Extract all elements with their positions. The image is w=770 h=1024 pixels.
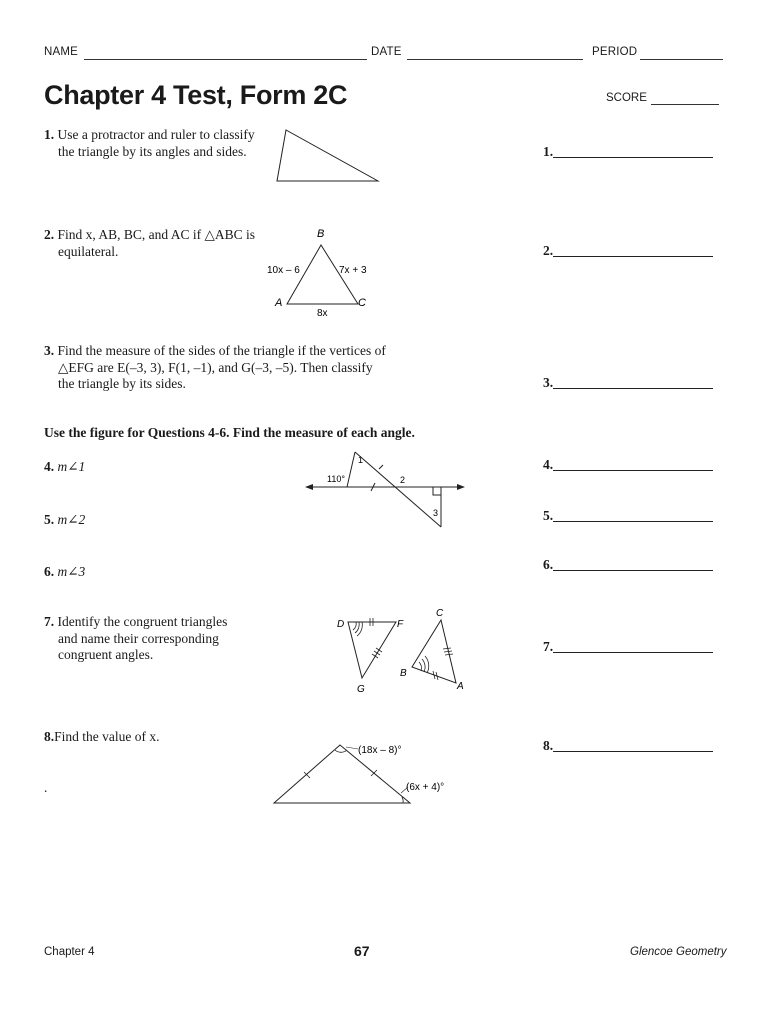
answer-line-5[interactable] — [553, 521, 713, 522]
side-ac-label: 8x — [317, 308, 328, 319]
answer-label-2: 2. — [543, 243, 554, 258]
period-line[interactable] — [640, 59, 723, 60]
answer-label-4: 4. — [543, 457, 554, 472]
vertex-c-label: C — [358, 297, 366, 309]
question-text: Use a protractor and ruler to classify — [57, 127, 255, 142]
triangle-hypotenuse — [355, 452, 441, 527]
vertex-b-label: B — [317, 228, 325, 240]
answer-line-7[interactable] — [553, 652, 713, 653]
question-3 — [44, 343, 386, 393]
congruence-tick — [376, 648, 382, 652]
question-number: 8. — [44, 729, 55, 744]
leader-line — [346, 747, 358, 749]
arrow-left — [305, 484, 313, 490]
side-bc-label: 7x + 3 — [339, 265, 367, 276]
q7-figure — [330, 602, 480, 698]
right-angle-label: (6x + 4)° — [406, 782, 445, 793]
question-text: Find the measure of the sides of the triangle if the vertices of — [57, 343, 386, 358]
answer-label-3: 3. — [543, 375, 554, 390]
congruence-tick — [304, 772, 310, 778]
footer-book: Glencoe Geometry — [630, 946, 727, 958]
question-number: 6. — [44, 564, 55, 579]
angle-arc — [425, 656, 429, 673]
angle-arc — [353, 622, 356, 630]
question-number: 1. — [44, 127, 55, 142]
question-text: the triangle by its sides. — [58, 376, 186, 391]
q2-triangle-figure — [260, 222, 380, 322]
question-text: m∠1 — [57, 459, 86, 474]
question-text: equilateral. — [58, 243, 119, 259]
q4-6-figure — [305, 445, 475, 535]
date-line[interactable] — [407, 59, 583, 60]
question-8 — [44, 729, 159, 746]
question-number: 7. — [44, 614, 55, 629]
question-number: 2. — [44, 227, 55, 242]
stray-period: . — [44, 780, 48, 795]
section-heading: Use the figure for Questions 4-6. Find the measure of each angle. — [44, 425, 415, 440]
score-line[interactable] — [651, 104, 719, 105]
angle-arc — [402, 797, 403, 803]
side-ab-label: 10x – 6 — [267, 265, 300, 276]
question-text: △EFG are E(–3, 3), F(1, –1), and G(–3, –5). Then classify — [58, 359, 373, 375]
vertex-c-label: C — [436, 608, 444, 619]
vertex-f-label: F — [397, 619, 404, 630]
q1-triangle-figure — [270, 125, 385, 187]
name-line[interactable] — [84, 59, 367, 60]
footer-chapter: Chapter 4 — [44, 946, 95, 958]
vertex-a-label: A — [275, 297, 283, 309]
triangle-left-side — [347, 452, 355, 487]
top-angle-label: (18x – 8)° — [358, 745, 402, 756]
question-text: and name their corresponding — [58, 630, 219, 646]
congruence-tick — [444, 651, 452, 652]
answer-line-1[interactable] — [553, 157, 713, 158]
question-2 — [44, 227, 255, 260]
date-label: DATE — [371, 46, 402, 58]
q8-figure — [268, 735, 458, 810]
answer-line-8[interactable] — [553, 751, 713, 752]
score-label: SCORE — [606, 92, 647, 104]
question-1 — [44, 127, 255, 160]
angle-2-label: 2 — [400, 475, 406, 485]
name-label: NAME — [44, 46, 79, 58]
angle-110-label: 110° — [327, 474, 345, 484]
question-7 — [44, 614, 227, 664]
answer-line-3[interactable] — [553, 388, 713, 389]
congruence-tick — [443, 648, 451, 649]
angle-arc — [335, 750, 347, 752]
q1-triangle — [277, 130, 378, 181]
answer-label-1: 1. — [543, 144, 554, 159]
vertex-b-label: B — [400, 668, 407, 679]
vertex-a-label: A — [457, 681, 464, 692]
angle-arc — [422, 659, 425, 672]
question-text: Find x, AB, BC, and AC if △ABC is — [57, 227, 256, 242]
answer-label-6: 6. — [543, 557, 554, 572]
answer-label-8: 8. — [543, 738, 554, 753]
question-text: the triangle by its angles and sides. — [58, 143, 247, 159]
vertex-d-label: D — [337, 619, 345, 630]
answer-line-2[interactable] — [553, 256, 713, 257]
question-number: 5. — [44, 512, 55, 527]
triangle-dfg — [348, 622, 396, 678]
vertex-g-label: G — [357, 684, 365, 695]
question-5 — [44, 512, 85, 529]
period-label: PERIOD — [592, 46, 638, 58]
congruence-tick — [374, 651, 380, 655]
question-text: m∠3 — [57, 564, 86, 579]
question-text: Find the value of x. — [54, 729, 160, 744]
question-number: 3. — [44, 343, 55, 358]
answer-line-6[interactable] — [553, 570, 713, 571]
answer-label-7: 7. — [543, 639, 554, 654]
question-text: congruent angles. — [58, 647, 154, 662]
question-text: m∠2 — [57, 512, 86, 527]
question-number: 4. — [44, 459, 55, 474]
answer-label-5: 5. — [543, 508, 554, 523]
page-title: Chapter 4 Test, Form 2C — [44, 80, 348, 110]
arrow-right — [457, 484, 465, 490]
answer-line-4[interactable] — [553, 470, 713, 471]
question-4 — [44, 459, 85, 476]
question-6 — [44, 564, 85, 581]
angle-1-label: 1 — [358, 455, 364, 465]
angle-3-label: 3 — [433, 508, 439, 518]
right-angle-marker — [433, 487, 441, 495]
congruence-tick — [445, 654, 453, 655]
page-number: 67 — [354, 943, 370, 959]
congruence-tick — [379, 465, 383, 469]
question-text: Identify the congruent triangles — [57, 614, 228, 629]
